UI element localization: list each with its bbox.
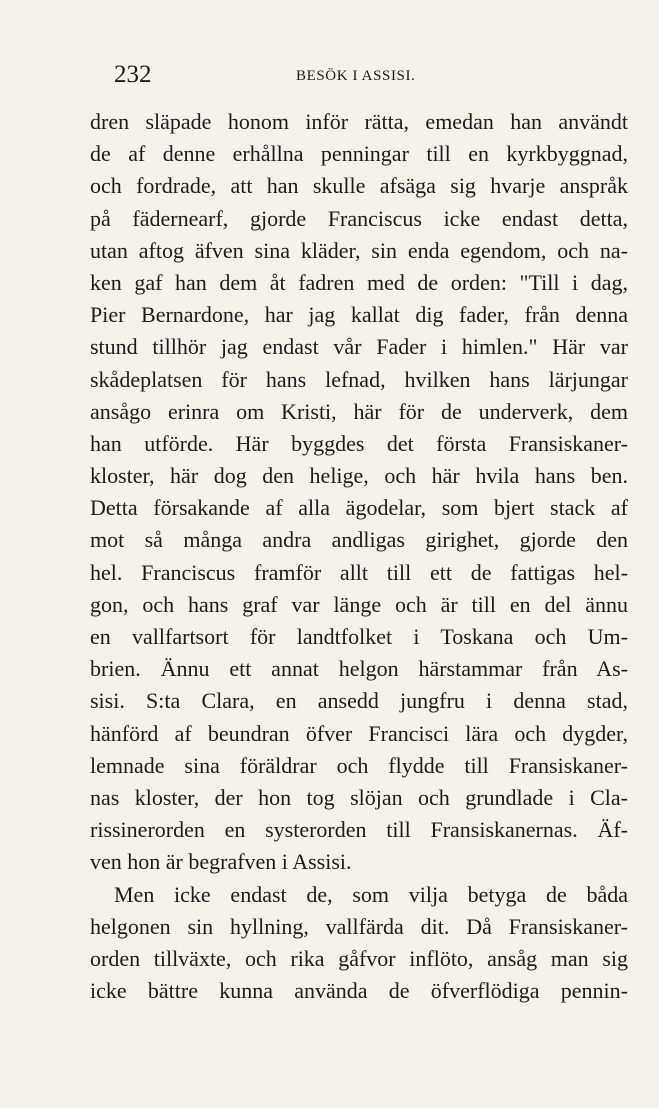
text-line: kloster, här dog den helige, och här hvila hans ben. xyxy=(90,463,628,489)
text-line: och fordrade, att han skulle afsäga sig hvarje anspråk xyxy=(90,173,628,199)
page-number: 232 xyxy=(114,61,152,88)
text-line: skådeplatsen för hans lefnad, hvilken hans lärjungar xyxy=(90,366,628,392)
text-line: han utförde. Här byggdes det första Fransiskaner- xyxy=(90,430,628,456)
text-line: dren släpade honom inför rätta, emedan han användt xyxy=(90,109,628,134)
paragraph-end-line: ven hon är begrafven i Assisi. xyxy=(90,849,352,875)
text-line: helgonen sin hyllning, vallfärda dit. Då Fransiskaner- xyxy=(90,913,628,939)
text-line: ansågo erinra om Kristi, här för de underverk, dem xyxy=(90,398,628,424)
text-line: nas kloster, der hon tog slöjan och grundlade i Cla- xyxy=(90,784,628,810)
text-line: Detta försakande af alla ägodelar, som bjert stack af xyxy=(90,495,628,521)
text-line: rissinerorden en systerorden till Fransiskanernas. Äf- xyxy=(90,817,628,843)
text-line: brien. Ännu ett annat helgon härstammar från As- xyxy=(90,656,628,682)
text-line: hänförd af beundran öfver Francisci lära och dygder, xyxy=(90,720,628,746)
text-line: utan aftog äfven sina kläder, sin enda egendom, och na- xyxy=(90,237,628,263)
text-line: hel. Franciscus framför allt till ett de fattigas hel- xyxy=(90,559,628,585)
body-text xyxy=(90,106,628,1007)
text-line: stund tillhör jag endast vår Fader i himlen." Här var xyxy=(90,334,628,360)
text-line: Pier Bernardone, har jag kallat dig fader, från denna xyxy=(90,302,628,328)
text-line: de af denne erhållna penningar till en kyrkbyggnad, xyxy=(90,141,628,167)
text-line: gon, och hans graf var länge och är till en del ännu xyxy=(90,591,628,617)
text-line: sisi. S:ta Clara, en ansedd jungfru i denna stad, xyxy=(90,688,628,714)
text-line: en vallfartsort för landtfolket i Toskana och Um- xyxy=(90,624,628,649)
text-line: orden tillväxte, och rika gåfvor inflöto, ansåg man sig xyxy=(90,945,628,971)
text-line: lemnade sina föräldrar och flydde till Fransiskaner- xyxy=(90,752,628,778)
running-head: BESÖK I ASSISI. xyxy=(296,68,416,84)
paragraph-start-line: Men icke endast de, som vilja betyga de båda xyxy=(114,881,628,907)
text-line: icke bättre kunna använda de öfverflödiga pennin- xyxy=(90,978,628,1004)
text-line: på fädernearf, gjorde Franciscus icke endast detta, xyxy=(90,205,628,231)
text-line: ken gaf han dem åt fadren med de orden: "Till i dag, xyxy=(90,269,628,295)
page-header xyxy=(110,60,562,90)
text-line: mot så många andra andligas girighet, gjorde den xyxy=(90,527,628,553)
